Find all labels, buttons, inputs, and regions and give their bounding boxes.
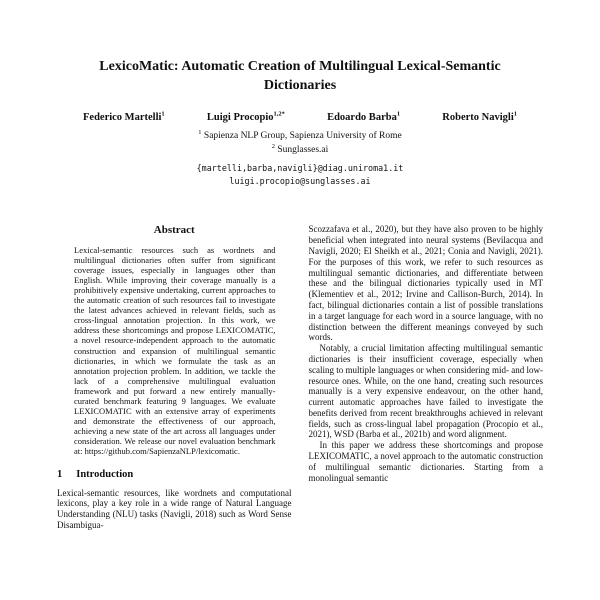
author-name: Luigi Procopio	[206, 111, 274, 123]
right-paragraph-2: Notably, a crucial limitation affecting multilingual semantic dictionaries is their insufficient coverage, especially when scaling to multiple languages or when considering mid- and low-resource ones. While, on the one hand, creating such resources manually is a very expensive endeavour, on the other hand, current automatic approaches have failed to investigate the benefits derived from recent breakthroughs achieved in relevant fields, such as cross-lingual label propagation (Procopio et al., 2021), WSD (Barba et al., 2021b) and word alignment.	[308, 343, 543, 440]
left-column	[57, 224, 292, 531]
affiliation-1	[57, 130, 543, 144]
section-number: 1	[57, 468, 63, 480]
author-name: Roberto Navigli	[442, 111, 514, 123]
email-line-1: {martelli,barba,navigli}@diag.uniroma1.it	[196, 163, 404, 174]
author-name: Edoardo Barba	[327, 111, 397, 123]
affil-marker: 2	[271, 142, 275, 150]
email-block	[57, 162, 543, 188]
right-paragraph-1: Scozzafava et al., 2020), but they have also proven to be highly beneficial when integrated into neural systems (Bevilacqua and Navigli, 2020; El Sheikh et al., 2021; Conia and Navigli, 2021). For the purposes of this work, we refer to such resources as multilingual semantic dictionaries, and differentiate between these and the bilingual dictionaries typically used in MT (Klementiev et al., 2012; Irvine and Callison-Burch, 2014). In fact, bilingual dictionaries contain a list of possible translations in a target language for each word in a source language, with no distinction between the different meanings conveyed by such words.	[308, 224, 543, 343]
affiliation-text: Sunglasses.ai	[277, 144, 329, 155]
author-2	[207, 112, 285, 123]
right-column	[309, 224, 544, 531]
author-affil-marker: 1,2*	[273, 110, 285, 118]
abstract-heading: Abstract	[153, 224, 195, 237]
section-heading-introduction	[57, 469, 292, 480]
affiliation-2	[57, 144, 543, 158]
author-name: Federico Martelli	[83, 111, 162, 123]
affiliation-list	[57, 130, 543, 158]
author-4	[442, 112, 517, 123]
author-3	[327, 112, 400, 123]
author-1	[83, 112, 165, 123]
affiliation-text: Sapienza NLP Group, Sapienza University of Rome	[203, 130, 402, 141]
affil-marker: 1	[198, 128, 202, 136]
author-list	[57, 112, 543, 123]
two-column-body	[57, 224, 543, 531]
author-affil-marker: 1	[161, 110, 165, 118]
abstract-body-text: Lexical-semantic resources such as wordnets and multilingual dictionaries often suffer from significant coverage issues, especially in languages other than English. While improving their coverage manually is a prohibitively expensive undertaking, current approaches to the automatic creation of such resources fail to investigate the latest advances achieved in relevant fields, such as cross-lingual annotation projection. In this work, we address these shortcomings and propose LEXICOMATIC, a novel resource-independent approach to the automatic construction and expansion of multilingual semantic dictionaries, in which we formulate the task as an annotation projection problem. In addition, we tackle the lack of a comprehensive multilingual evaluation framework and put forward a new entirely manually-curated benchmark featuring 9 languages. We evaluate LEXICOMATIC with an extensive array of experiments and demonstrate the effectiveness of our approach, achieving a new state of the art across all languages under consideration. We release our novel evaluation benchmark at:	[74, 245, 276, 456]
right-paragraph-3: In this paper we address these shortcomings and propose LEXICOMATIC, a novel approach to the automatic construction of multilingual semantic dictionaries. Starting from a monolingual semantic	[308, 440, 543, 483]
email-line-2: luigi.procopio@sunglasses.ai	[229, 176, 371, 187]
abstract-text	[74, 245, 276, 455]
introduction-paragraph: Lexical-semantic resources, like wordnets and computational lexicons, play a key role in a wide range of Natural Language Understanding (NLU) tasks (Navigli, 2018) such as Word Sense Disambigua-	[57, 487, 292, 531]
section-title: Introduction	[76, 468, 134, 480]
github-link[interactable]: https://github.com/SapienzaNLP/lexicomatic.	[84, 445, 240, 456]
paper-title: LexicoMatic: Automatic Creation of Multilingual Lexical-Semantic Dictionaries	[99, 59, 501, 93]
author-affil-marker: 1	[396, 110, 401, 118]
author-affil-marker: 1	[513, 110, 517, 118]
